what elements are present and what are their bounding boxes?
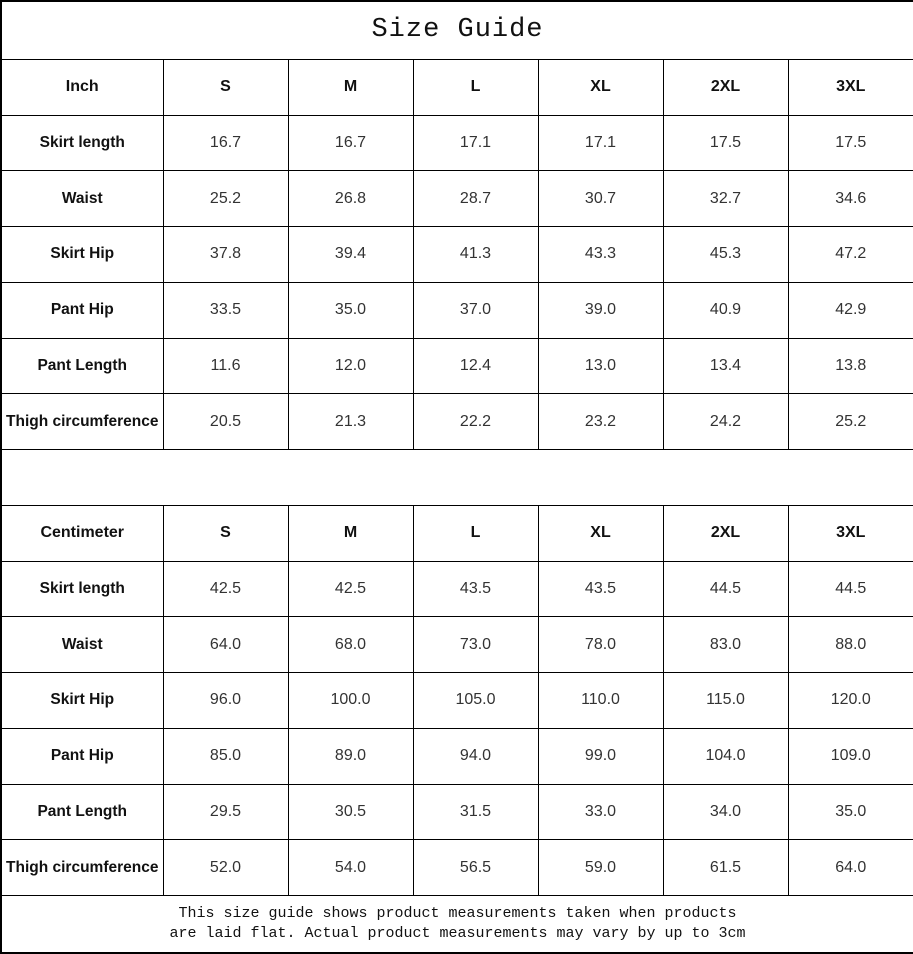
measurement-value: 17.1: [538, 115, 663, 171]
unit-label: Centimeter: [1, 505, 163, 561]
measurement-value: 28.7: [413, 171, 538, 227]
measurement-value: 26.8: [288, 171, 413, 227]
measurement-value: 43.3: [538, 227, 663, 283]
measurement-row: [1, 728, 913, 784]
measurement-value: 17.5: [788, 115, 913, 171]
measurement-value: 89.0: [288, 728, 413, 784]
size-tables-body: [1, 59, 913, 895]
measurement-value: 30.5: [288, 784, 413, 840]
measurement-label: Skirt length: [1, 561, 163, 617]
page-title: Size Guide: [1, 1, 913, 59]
measurement-label: Pant Length: [1, 784, 163, 840]
measurement-label: Skirt Hip: [1, 673, 163, 729]
measurement-row: [1, 282, 913, 338]
measurement-value: 100.0: [288, 673, 413, 729]
size-header-xl: XL: [538, 59, 663, 115]
measurement-value: 31.5: [413, 784, 538, 840]
measurement-value: 25.2: [788, 394, 913, 450]
measurement-row: [1, 561, 913, 617]
measurement-row: [1, 617, 913, 673]
measurement-value: 94.0: [413, 728, 538, 784]
measurement-label: Thigh circumference: [1, 394, 163, 450]
measurement-row: [1, 784, 913, 840]
measurement-value: 88.0: [788, 617, 913, 673]
measurement-label: Waist: [1, 171, 163, 227]
unit-label: Inch: [1, 59, 163, 115]
measurement-value: 11.6: [163, 338, 288, 394]
measurement-value: 99.0: [538, 728, 663, 784]
measurement-value: 39.0: [538, 282, 663, 338]
measurement-value: 12.0: [288, 338, 413, 394]
measurement-value: 64.0: [163, 617, 288, 673]
measurement-value: 109.0: [788, 728, 913, 784]
size-header-xl: XL: [538, 505, 663, 561]
footer-note-line-1: This size guide shows product measurements taken when products: [178, 904, 737, 922]
size-header-s: S: [163, 505, 288, 561]
measurement-label: Pant Hip: [1, 728, 163, 784]
measurement-value: 39.4: [288, 227, 413, 283]
measurement-value: 33.5: [163, 282, 288, 338]
size-header-3xl: 3XL: [788, 59, 913, 115]
measurement-value: 120.0: [788, 673, 913, 729]
size-header-3xl: 3XL: [788, 505, 913, 561]
measurement-value: 13.8: [788, 338, 913, 394]
measurement-value: 110.0: [538, 673, 663, 729]
size-header-l: L: [413, 505, 538, 561]
measurement-value: 13.4: [663, 338, 788, 394]
measurement-row: [1, 171, 913, 227]
measurement-value: 30.7: [538, 171, 663, 227]
measurement-value: 61.5: [663, 840, 788, 896]
footer-row: [1, 896, 913, 953]
size-header-2xl: 2XL: [663, 59, 788, 115]
measurement-value: 56.5: [413, 840, 538, 896]
measurement-value: 44.5: [788, 561, 913, 617]
measurement-row: [1, 673, 913, 729]
measurement-label: Waist: [1, 617, 163, 673]
measurement-value: 40.9: [663, 282, 788, 338]
measurement-value: 20.5: [163, 394, 288, 450]
spacer-cell: [1, 450, 913, 506]
size-header-row: [1, 59, 913, 115]
measurement-value: 96.0: [163, 673, 288, 729]
title-row: [1, 1, 913, 59]
measurement-value: 17.5: [663, 115, 788, 171]
size-header-l: L: [413, 59, 538, 115]
measurement-value: 44.5: [663, 561, 788, 617]
measurement-value: 85.0: [163, 728, 288, 784]
measurement-value: 45.3: [663, 227, 788, 283]
measurement-value: 22.2: [413, 394, 538, 450]
measurement-row: [1, 338, 913, 394]
measurement-value: 43.5: [413, 561, 538, 617]
measurement-value: 54.0: [288, 840, 413, 896]
size-header-m: M: [288, 505, 413, 561]
measurement-value: 34.6: [788, 171, 913, 227]
measurement-value: 64.0: [788, 840, 913, 896]
size-header-row: [1, 505, 913, 561]
measurement-value: 29.5: [163, 784, 288, 840]
measurement-value: 59.0: [538, 840, 663, 896]
measurement-value: 42.5: [163, 561, 288, 617]
measurement-value: 83.0: [663, 617, 788, 673]
measurement-value: 73.0: [413, 617, 538, 673]
measurement-value: 35.0: [788, 784, 913, 840]
measurement-row: [1, 840, 913, 896]
measurement-value: 13.0: [538, 338, 663, 394]
measurement-value: 23.2: [538, 394, 663, 450]
measurement-value: 41.3: [413, 227, 538, 283]
measurement-value: 105.0: [413, 673, 538, 729]
measurement-label: Skirt length: [1, 115, 163, 171]
measurement-value: 42.5: [288, 561, 413, 617]
measurement-value: 115.0: [663, 673, 788, 729]
measurement-value: 12.4: [413, 338, 538, 394]
measurement-value: 24.2: [663, 394, 788, 450]
measurement-value: 32.7: [663, 171, 788, 227]
measurement-value: 37.0: [413, 282, 538, 338]
measurement-label: Pant Length: [1, 338, 163, 394]
spacer-row: [1, 450, 913, 506]
measurement-row: [1, 394, 913, 450]
measurement-value: 47.2: [788, 227, 913, 283]
measurement-value: 52.0: [163, 840, 288, 896]
measurement-value: 34.0: [663, 784, 788, 840]
measurement-value: 25.2: [163, 171, 288, 227]
measurement-value: 16.7: [288, 115, 413, 171]
measurement-row: [1, 227, 913, 283]
measurement-value: 43.5: [538, 561, 663, 617]
measurement-value: 33.0: [538, 784, 663, 840]
measurement-value: 37.8: [163, 227, 288, 283]
measurement-value: 16.7: [163, 115, 288, 171]
measurement-value: 35.0: [288, 282, 413, 338]
footer-note-line-2: are laid flat. Actual product measurements may vary by up to 3cm: [169, 925, 746, 943]
measurement-value: 42.9: [788, 282, 913, 338]
measurement-value: 78.0: [538, 617, 663, 673]
size-header-2xl: 2XL: [663, 505, 788, 561]
measurement-label: Pant Hip: [1, 282, 163, 338]
measurement-value: 68.0: [288, 617, 413, 673]
measurement-label: Skirt Hip: [1, 227, 163, 283]
measurement-value: 17.1: [413, 115, 538, 171]
measurement-label: Thigh circumference: [1, 840, 163, 896]
footer-note: [1, 896, 913, 953]
measurement-row: [1, 115, 913, 171]
measurement-value: 104.0: [663, 728, 788, 784]
size-header-m: M: [288, 59, 413, 115]
size-header-s: S: [163, 59, 288, 115]
measurement-value: 21.3: [288, 394, 413, 450]
